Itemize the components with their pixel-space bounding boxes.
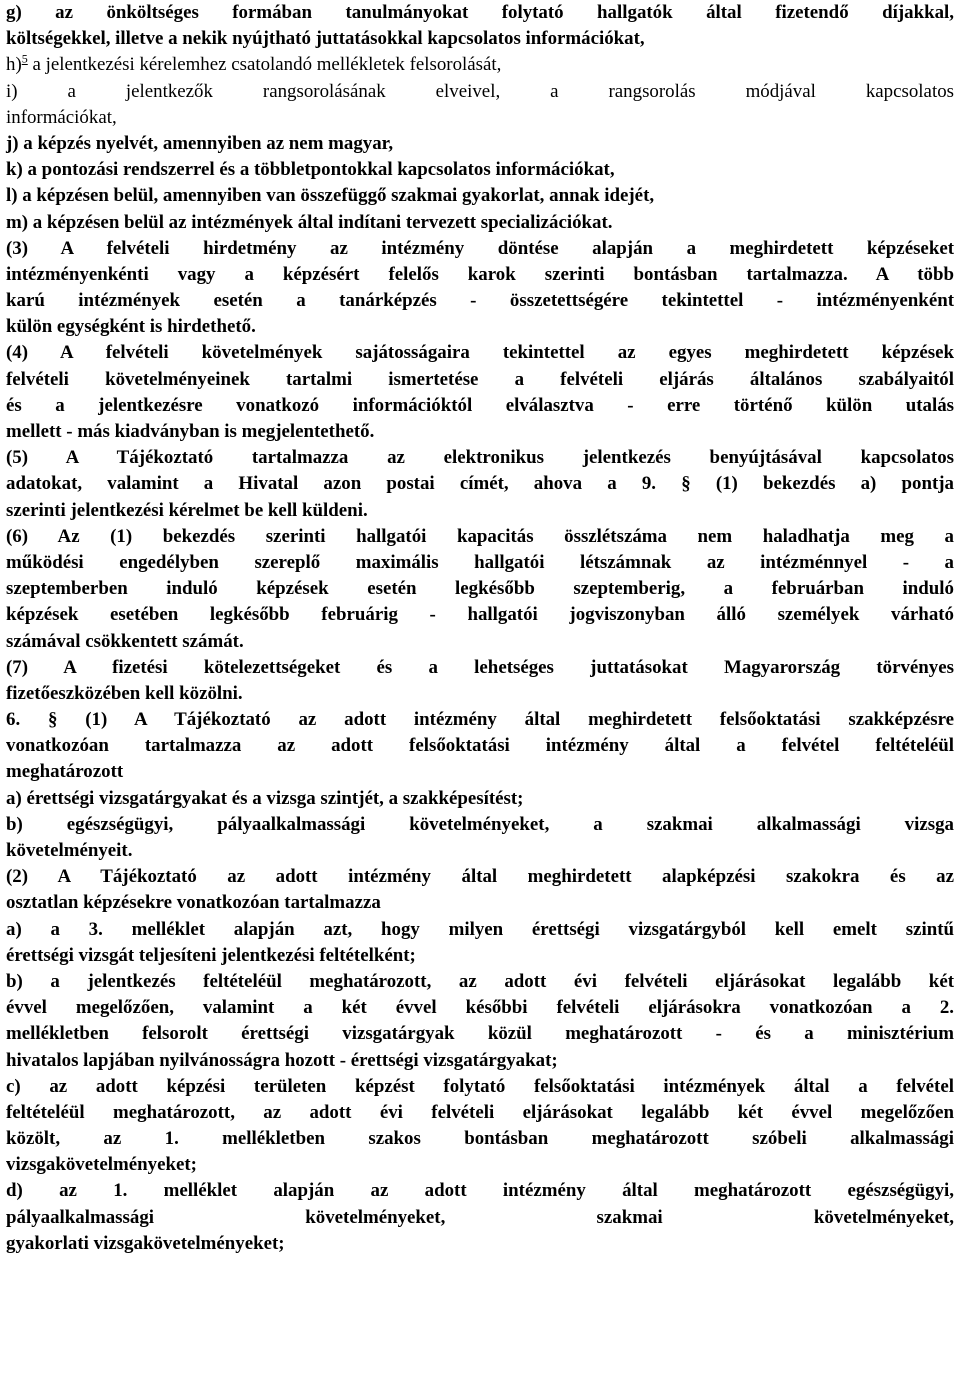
text-line (6, 419, 954, 445)
line-text: intézményenkénti vagy a képzésért felelős karok szerinti bontásban tartalmazza. A több (6, 263, 954, 285)
line-text: mellett - más kiadványban is megjelentethető. (6, 421, 375, 442)
text-line (6, 288, 954, 314)
text-line (6, 995, 954, 1021)
text-line (6, 1126, 954, 1152)
text-line (6, 0, 954, 26)
line-text: (7) A fizetési kötelezettségeket és a lehetséges juttatásokat Magyarország törvényes (6, 656, 954, 678)
line-text: fizetőeszközében kell közölni. (6, 682, 243, 704)
line-text: b) egészségügyi, pályaalkalmassági követelményeket, a szakmai alkalmassági vizsga (6, 813, 954, 835)
text-line (6, 1178, 954, 1204)
line-text: feltételéül meghatározott, az adott évi felvételi eljárásokat legalább két évvel megelőzően (6, 1101, 954, 1123)
text-line (6, 367, 954, 393)
line-text: a) érettségi vizsgatárgyakat és a vizsga szintjét, a szakképesítést; (6, 787, 524, 809)
line-text: l) a képzésen belül, amennyiben van összefüggő szakmai gyakorlat, annak idejét, (6, 185, 655, 207)
line-text: m) a képzésen belül az intézmények által indítani tervezett specializációkat. (6, 211, 613, 233)
line-text: osztatlan képzésekre vonatkozóan tartalmazza (6, 892, 381, 914)
line-text: c) az adott képzési területen képzést folytató felsőoktatási intézmények által a felvétel (6, 1075, 954, 1097)
line-text: (6) Az (1) bekezdés szerinti hallgatói kapacitás összlétszáma nem haladhatja meg a (6, 525, 954, 547)
line-text: költségekkel, illetve a nekik nyújtható juttatásokkal kapcsolatos információkat, (6, 28, 645, 50)
text-line (6, 314, 954, 340)
line-text: a jelentkezési kérelemhez csatolandó mellékletek felsorolását, (27, 54, 502, 76)
footnote-reference[interactable]: 5 (21, 52, 28, 67)
line-text: évvel megelőzően, valamint a két évvel későbbi felvételi eljárásokra vonatkozóan a 2. (6, 997, 954, 1019)
line-text: meghatározott (6, 761, 124, 783)
text-line (6, 917, 954, 943)
line-text: közölt, az 1. mellékletben szakos bontásban meghatározott szóbeli alkalmassági (6, 1128, 954, 1150)
line-text: g) az önköltséges formában tanulmányokat folytató hallgatók által fizetendő díjakkal, (6, 2, 954, 23)
text-line (6, 210, 954, 236)
text-line (6, 890, 954, 916)
line-text: karú intézmények esetén a tanárképzés - összetettségére tekintettel - intézményenként (6, 290, 954, 312)
text-line (6, 943, 954, 969)
line-text: (5) A Tájékoztató tartalmazza az elektronikus jelentkezés benyújtásával kapcsolatos (6, 447, 954, 469)
text-line (6, 576, 954, 602)
text-line (6, 1048, 954, 1074)
line-text: vonatkozóan tartalmazza az adott felsőoktatási intézmény által a felvétel feltételéül (6, 735, 954, 757)
line-text: képzések esetében legkésőbb februárig - hallgatói jogviszonyban álló személyek várható (6, 604, 954, 626)
text-line (6, 629, 954, 655)
line-text: (2) A Tájékoztató az adott intézmény által meghirdetett alapképzési szakokra és az (6, 866, 954, 888)
text-line (6, 1205, 954, 1231)
line-text: információkat, (6, 106, 117, 128)
text-line (6, 969, 954, 995)
text-line (6, 79, 954, 105)
line-text: vizsgakövetelményeket; (6, 1154, 197, 1176)
text-line (6, 550, 954, 576)
line-text: i) a jelentkezők rangsorolásának elveivel, a rangsorolás módjával kapcsolatos (6, 80, 954, 102)
line-text: j) a képzés nyelvét, amennyiben az nem magyar, (6, 132, 394, 154)
line-text: (3) A felvételi hirdetmény az intézmény döntése alapján a meghirdetett képzéseket (6, 237, 954, 259)
text-line (6, 1021, 954, 1047)
text-line (6, 864, 954, 890)
line-text: (4) A felvételi követelmények sajátosságaira tekintettel az egyes meghirdetett képzések (6, 342, 954, 364)
line-text: gyakorlati vizsgakövetelményeket; (6, 1232, 285, 1254)
line-text: mellékletben felsorolt érettségi vizsgatárgyak közül meghatározott - és a minisztérium (6, 1023, 954, 1045)
text-line (6, 786, 954, 812)
text-line (6, 52, 954, 78)
line-text: szerinti jelentkezési kérelmet be kell küldeni. (6, 499, 368, 521)
line-text: és a jelentkezésre vonatkozó információktól elválasztva - erre történő külön utalás (6, 394, 954, 416)
text-line (6, 655, 954, 681)
line-text: működési engedélyben szereplő maximális hallgatói létszámnak az intézménnyel - a (6, 551, 954, 573)
line-text: pályaalkalmassági követelményeket, szakmai követelményeket, (6, 1206, 954, 1228)
text-line (6, 1100, 954, 1126)
line-text: szeptemberben induló képzések esetén legkésőbb szeptemberig, a februárban induló (6, 578, 954, 600)
text-line (6, 262, 954, 288)
text-line (6, 183, 954, 209)
text-line (6, 393, 954, 419)
line-text: külön egységként is hirdethető. (6, 316, 256, 338)
text-line (6, 759, 954, 785)
text-line (6, 681, 954, 707)
text-line (6, 812, 954, 838)
text-line (6, 1152, 954, 1178)
text-line (6, 131, 954, 157)
line-text: felvételi követelményeinek tartalmi ismertetése a felvételi eljárás általános szabályaitól (6, 368, 954, 390)
line-text: a) a 3. melléklet alapján azt, hogy milyen érettségi vizsgatárgyból kell emelt szintű (6, 918, 954, 940)
text-line (6, 602, 954, 628)
text-line (6, 1231, 954, 1257)
document-page (6, 0, 954, 1257)
line-text: adatokat, valamint a Hivatal azon postai címét, ahova a 9. § (1) bekezdés a) pontja (6, 473, 954, 495)
text-line (6, 236, 954, 262)
line-prefix: h) (6, 54, 22, 76)
line-text: b) a jelentkezés feltételéül meghatározott, az adott évi felvételi eljárásokat legalább két (6, 970, 954, 992)
text-line (6, 445, 954, 471)
line-text: k) a pontozási rendszerrel és a többletpontokkal kapcsolatos információkat, (6, 159, 615, 181)
text-line (6, 105, 954, 131)
text-line (6, 838, 954, 864)
line-text: hivatalos lapjában nyilvánosságra hozott - érettségi vizsgatárgyakat; (6, 1049, 558, 1071)
line-text: d) az 1. melléklet alapján az adott intézmény által meghatározott egészségügyi, (6, 1180, 954, 1202)
text-line (6, 26, 954, 52)
text-line (6, 733, 954, 759)
line-text: érettségi vizsgát teljesíteni jelentkezési feltételként; (6, 944, 416, 966)
text-line (6, 707, 954, 733)
line-text: követelményeit. (6, 840, 133, 861)
text-line (6, 471, 954, 497)
text-line (6, 340, 954, 366)
text-line (6, 157, 954, 183)
text-line (6, 498, 954, 524)
text-line (6, 1074, 954, 1100)
text-line (6, 524, 954, 550)
line-text: 6. § (1) A Tájékoztató az adott intézmény által meghirdetett felsőoktatási szakképzésre (6, 709, 954, 731)
line-text: számával csökkentett számát. (6, 630, 244, 652)
